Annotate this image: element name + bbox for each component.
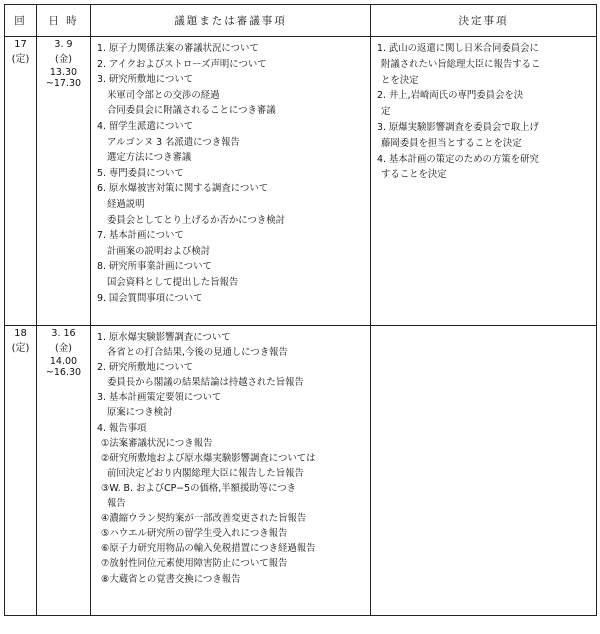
agenda-line: 国会資料として提出した旨報告 xyxy=(107,276,239,288)
agenda-line: 9. 国会質問事項について xyxy=(97,292,203,304)
agenda-line: ④濃縮ウラン契約案が一部改善変更された旨報告 xyxy=(101,513,307,525)
agenda-line: 1. 原子力関係法案の審議状況について xyxy=(97,43,259,54)
session-number-cell xyxy=(5,326,37,616)
minutes-table xyxy=(4,4,597,616)
agenda-line: 報告 xyxy=(107,498,126,510)
time-end: ~16.30 xyxy=(45,367,82,378)
header-agenda: 議題または審議事項 xyxy=(91,5,371,37)
header-decision: 決定事項 xyxy=(371,5,597,37)
date-day: 3. 16 xyxy=(51,328,76,339)
agenda-line: ⑥原子力研究用物品の輸入免税措置につき経過報告 xyxy=(101,543,316,555)
agenda-line: 1. 原水爆実験影響調査について xyxy=(97,332,231,343)
time-end: ~17.30 xyxy=(45,78,82,89)
decision-line: 2. 井上,岩崎両氏の専門委員会を決 xyxy=(377,90,524,102)
agenda-line: 各省との打合結果,今後の見通しにつき報告 xyxy=(107,347,288,359)
agenda-line: 3. 基本計画策定要領について xyxy=(97,392,222,404)
agenda-line: アルゴンヌ 3 名派遣につき報告 xyxy=(107,136,240,148)
session-number-cell xyxy=(5,37,37,326)
header-session: 回 xyxy=(5,5,37,37)
agenda-line: 4. 留学生派遣について xyxy=(97,120,194,132)
agenda-line: 委員長から閣議の結果結論は持越された旨報告 xyxy=(107,377,304,389)
agenda-line: 7. 基本計画について xyxy=(97,230,184,242)
agenda-line: 委員会としてとり上げるか否かにつき検討 xyxy=(107,214,285,226)
table-row-session-17 xyxy=(5,37,597,326)
agenda-list xyxy=(91,326,370,589)
agenda-cell xyxy=(91,326,371,616)
header-date: 日 時 xyxy=(37,5,91,37)
agenda-line: 3. 研究所敷地について xyxy=(97,74,194,86)
decision-list xyxy=(371,37,596,185)
date-cell xyxy=(37,37,91,326)
agenda-cell xyxy=(91,37,371,326)
agenda-line: 4. 報告事項 xyxy=(97,422,147,434)
decision-cell xyxy=(371,326,597,616)
decision-line: することを決定 xyxy=(381,169,447,181)
agenda-line: ①法案審議状況につき報告 xyxy=(101,437,213,449)
date-day: 3. 9 xyxy=(54,39,73,50)
decision-line: 藤岡委員を担当とすることを決定 xyxy=(381,137,522,149)
agenda-line: 5. 専門委員について xyxy=(97,167,184,179)
agenda-line: 合同委員会に附議されることにつき審議 xyxy=(107,105,276,117)
agenda-line: 6. 原水爆被害対策に関する調査について xyxy=(97,183,269,195)
time-start: 13.30 xyxy=(49,67,78,78)
agenda-line: 原案につき検討 xyxy=(107,407,173,419)
decision-line: 1. 武山の返還に関し日米合同委員会に xyxy=(377,43,539,54)
agenda-line: 選定方法につき審議 xyxy=(107,152,192,164)
agenda-line: ③W. B. およびCP−5の価格,半額援助等につき xyxy=(101,482,297,494)
agenda-line: ②研究所敷地および原水爆実験影響調査については xyxy=(101,452,316,464)
header-row xyxy=(5,5,597,37)
decision-cell xyxy=(371,37,597,326)
agenda-line: 8. 研究所事業計画について xyxy=(97,261,212,273)
agenda-line: 計画案の説明および検討 xyxy=(107,245,211,257)
session-number: 18 xyxy=(14,328,27,339)
agenda-line: ⑧大蔵省との覚書交換につき報告 xyxy=(101,573,241,585)
agenda-line: 2. 研究所敷地について xyxy=(97,362,194,374)
table-row-session-18 xyxy=(5,326,597,616)
agenda-line: ⑤ハウエル研究所の留学生受入れにつき報告 xyxy=(101,528,288,540)
session-type: (定) xyxy=(11,54,30,65)
date-cell xyxy=(37,326,91,616)
date-weekday: (金) xyxy=(55,54,72,65)
agenda-line: 2. アイクおよびストローズ声明について xyxy=(97,58,267,70)
time-start: 14.00 xyxy=(49,356,78,367)
agenda-list xyxy=(91,37,370,308)
decision-line: 4. 基本計画の策定のための方策を研究 xyxy=(377,153,539,165)
decision-line: とを決定 xyxy=(381,74,419,86)
agenda-line: 経過説明 xyxy=(107,198,145,210)
agenda-line: ⑦放射性同位元素使用障害防止について報告 xyxy=(101,558,288,570)
session-type: (定) xyxy=(11,343,30,354)
agenda-line: 米軍司令部との交渉の経過 xyxy=(107,89,220,101)
agenda-line: 前回決定どおり内閣総理大臣に報告した旨報告 xyxy=(107,467,304,479)
session-number: 17 xyxy=(14,39,27,50)
date-weekday: (金) xyxy=(55,343,72,354)
decision-line: 定 xyxy=(381,106,391,118)
decision-line: 3. 原爆実験影響調査を委員会で取上げ xyxy=(377,121,539,133)
decision-line: 附議されたい旨総理大臣に報告するこ xyxy=(381,58,541,70)
